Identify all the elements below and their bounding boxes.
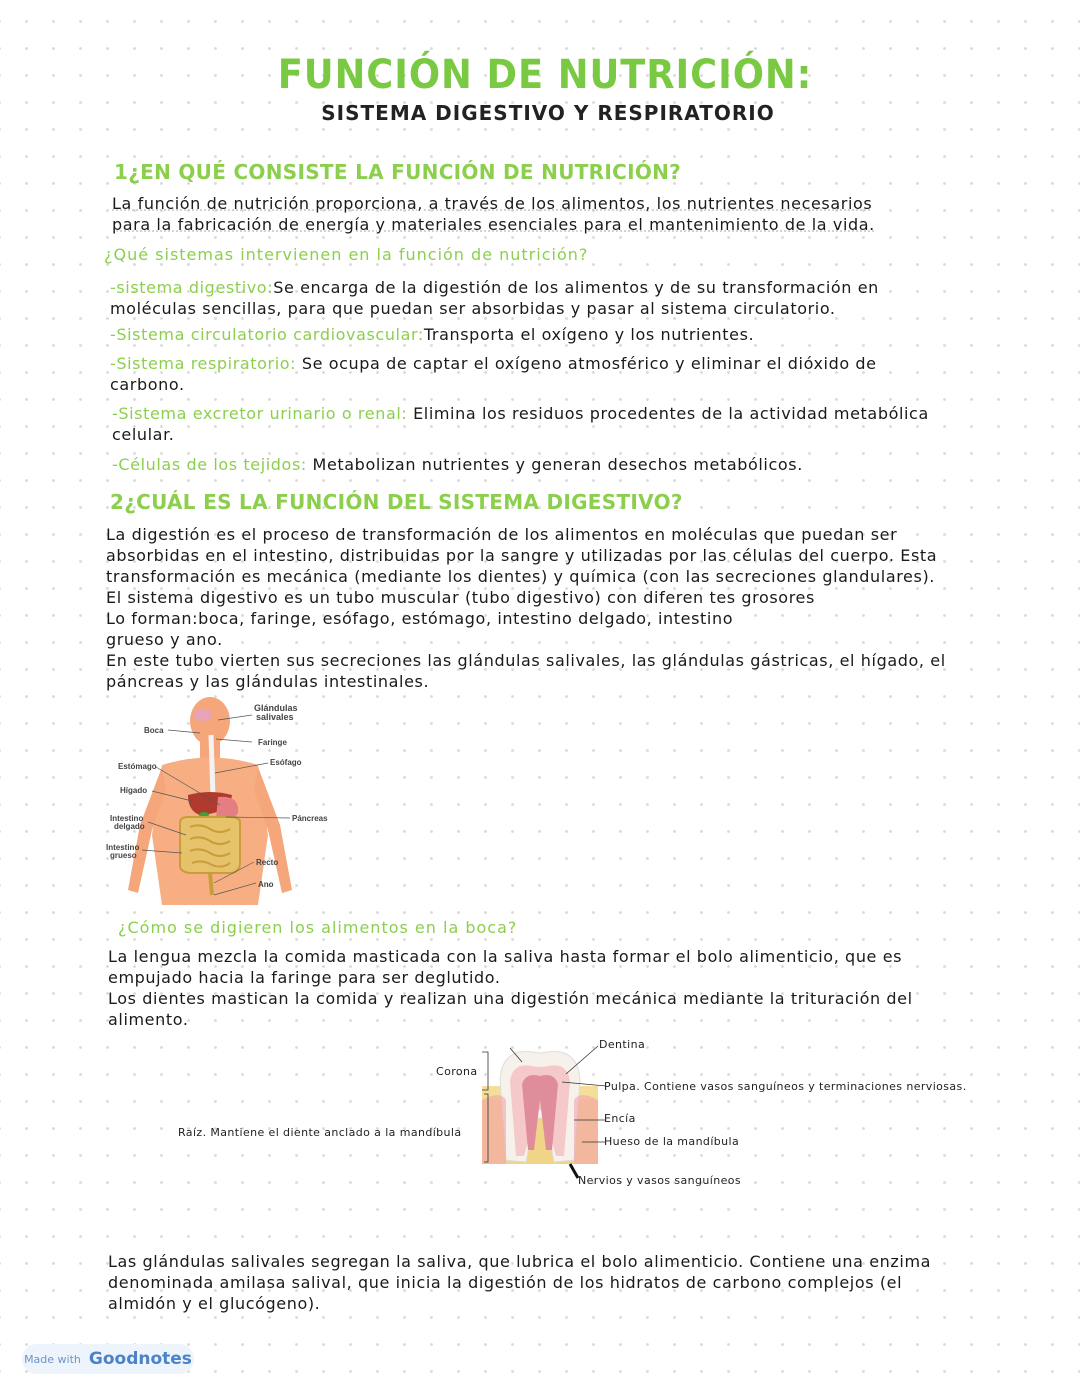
label-higado: Hígado — [120, 786, 148, 795]
system-desc-cont: celular. — [112, 425, 175, 444]
label-intestino-grueso — [106, 843, 139, 860]
text-line: En este tubo vierten sus secreciones las glándulas salivales, las glándulas gástricas, el hígado, el — [106, 651, 946, 670]
system-excretor — [112, 403, 929, 445]
label-intestino-grueso-line2: grueso — [110, 851, 137, 860]
text-line: grueso y ano. — [106, 630, 223, 649]
label-intestino-delgado-line1: Intestino — [110, 814, 144, 823]
label-boca: Boca — [144, 726, 164, 735]
system-name: -Sistema circulatorio cardiovascular: — [110, 325, 424, 344]
section2-paragraph — [106, 524, 946, 692]
tooth-label-nervios: Nervios y vasos sanguíneos — [578, 1174, 742, 1187]
label-pancreas: Páncreas — [292, 814, 328, 823]
systems-question: ¿Qué sistemas intervienen en la función de nutrición? — [104, 245, 589, 264]
section3-paragraph — [108, 946, 913, 1030]
text-line: absorbidas en el intestino, distribuidas por la sangre y utilizadas por las células del cuerpo. Esta — [106, 546, 938, 565]
tooth-label-raiz: Raíz. Mantiene el diente anclado a la mandíbula — [178, 1126, 462, 1139]
tooth-label-dentina: Dentina — [599, 1038, 646, 1051]
badge-brand: Goodnotes — [88, 1349, 192, 1369]
esophagus-shape — [211, 735, 213, 797]
label-ano: Ano — [258, 880, 274, 889]
tooth-label-encia: Encía — [604, 1112, 636, 1125]
mouth-question: ¿Cómo se digieren los alimentos en la boca? — [118, 918, 518, 937]
text-line: La lengua mezcla la comida masticada con la saliva hasta formar el bolo alimenticio, que es — [108, 947, 903, 966]
system-desc: Se encarga de la digestión de los alimentos y de su transformación en — [273, 278, 879, 297]
section2-heading: 2¿CUÁL ES LA FUNCIÓN DEL SISTEMA DIGESTIVO? — [110, 490, 683, 514]
section1-heading: 1¿EN QUÉ CONSISTE LA FUNCIÓN DE NUTRICIÓN? — [114, 160, 682, 184]
text-line: almidón y el glucógeno). — [108, 1294, 321, 1313]
system-desc: Transporta el oxígeno y los nutrientes. — [423, 325, 755, 344]
tooth-label-corona: Corona — [436, 1065, 478, 1078]
digestive-system-diagram — [100, 695, 340, 915]
text-line: El sistema digestivo es un tubo muscular (tubo digestivo) con diferen tes grosores — [106, 588, 815, 607]
tooth-label-pulpa: Pulpa. Contiene vasos sanguíneos y terminaciones nerviosas. — [604, 1080, 967, 1093]
text-line: para la fabricación de energía y materiales esenciales para el mantenimiento de la vida. — [112, 215, 875, 234]
system-name: -Sistema respiratorio: — [110, 354, 297, 373]
text-line: La digestión es el proceso de transformación de los alimentos en moléculas que puedan ser — [106, 525, 898, 544]
goodnotes-badge[interactable] — [22, 1344, 194, 1374]
system-desc-cont: moléculas sencillas, para que puedan ser absorbidas y pasar al sistema circulatorio. — [110, 299, 836, 318]
page-subtitle: SISTEMA DIGESTIVO Y RESPIRATORIO — [321, 101, 775, 125]
saliva-paragraph — [108, 1251, 931, 1314]
system-digestivo — [110, 277, 879, 319]
label-intestino-grueso-line1: Intestino — [106, 843, 140, 852]
system-name: -sistema digestivo: — [110, 278, 274, 297]
label-estomago: Estómago — [118, 762, 157, 771]
text-line: denominada amilasa salival, que inicia la digestión de los hidratos de carbono complejos (el — [108, 1273, 903, 1292]
label-glandulas-line2: salivales — [256, 712, 294, 722]
system-desc: Elimina los residuos procedentes de la actividad metabólica — [407, 404, 929, 423]
system-name: -Sistema excretor urinario o renal: — [112, 404, 408, 423]
system-circulatorio — [110, 324, 754, 345]
system-respiratorio — [110, 353, 877, 395]
section1-paragraph — [112, 193, 875, 235]
text-line: Las glándulas salivales segregan la saliva, que lubrica el bolo alimenticio. Contiene una enzima — [108, 1252, 932, 1271]
system-name: -Células de los tejidos: — [112, 455, 307, 474]
label-faringe: Faringe — [258, 738, 287, 747]
text-line: páncreas y las glándulas intestinales. — [106, 672, 430, 691]
page-title: FUNCIÓN DE NUTRICIÓN: — [277, 52, 813, 98]
tooth-label-hueso: Hueso de la mandíbula — [604, 1135, 740, 1148]
system-celulas — [112, 454, 803, 475]
badge-made-with: Made with — [24, 1352, 81, 1366]
label-intestino-delgado — [110, 814, 145, 831]
label-glandulas-line1: Glándulas — [254, 703, 298, 713]
text-line: La función de nutrición proporciona, a través de los alimentos, los nutrientes necesarios — [112, 194, 873, 213]
system-desc: Metabolizan nutrientes y generan desechos metabólicos. — [306, 455, 803, 474]
text-line: Lo forman:boca, faringe, esófago, estómago, intestino delgado, intestino — [106, 609, 734, 628]
label-recto: Recto — [256, 858, 279, 867]
label-esofago: Esófago — [270, 758, 302, 767]
system-desc-cont: carbono. — [110, 375, 185, 394]
system-desc: Se ocupa de captar el oxígeno atmosférico y eliminar el dióxido de — [296, 354, 877, 373]
tooth-leaders — [470, 1040, 610, 1180]
text-line: empujado hacia la faringe para ser deglutido. — [108, 968, 501, 987]
label-intestino-delgado-line2: delgado — [114, 822, 145, 831]
text-line: alimento. — [108, 1010, 189, 1029]
text-line: transformación es mecánica (mediante los dientes) y química (con las secreciones glandulares). — [106, 567, 935, 586]
text-line: Los dientes mastican la comida y realizan una digestión mecánica mediante la trituración del — [108, 989, 913, 1008]
label-glandulas — [254, 703, 298, 722]
